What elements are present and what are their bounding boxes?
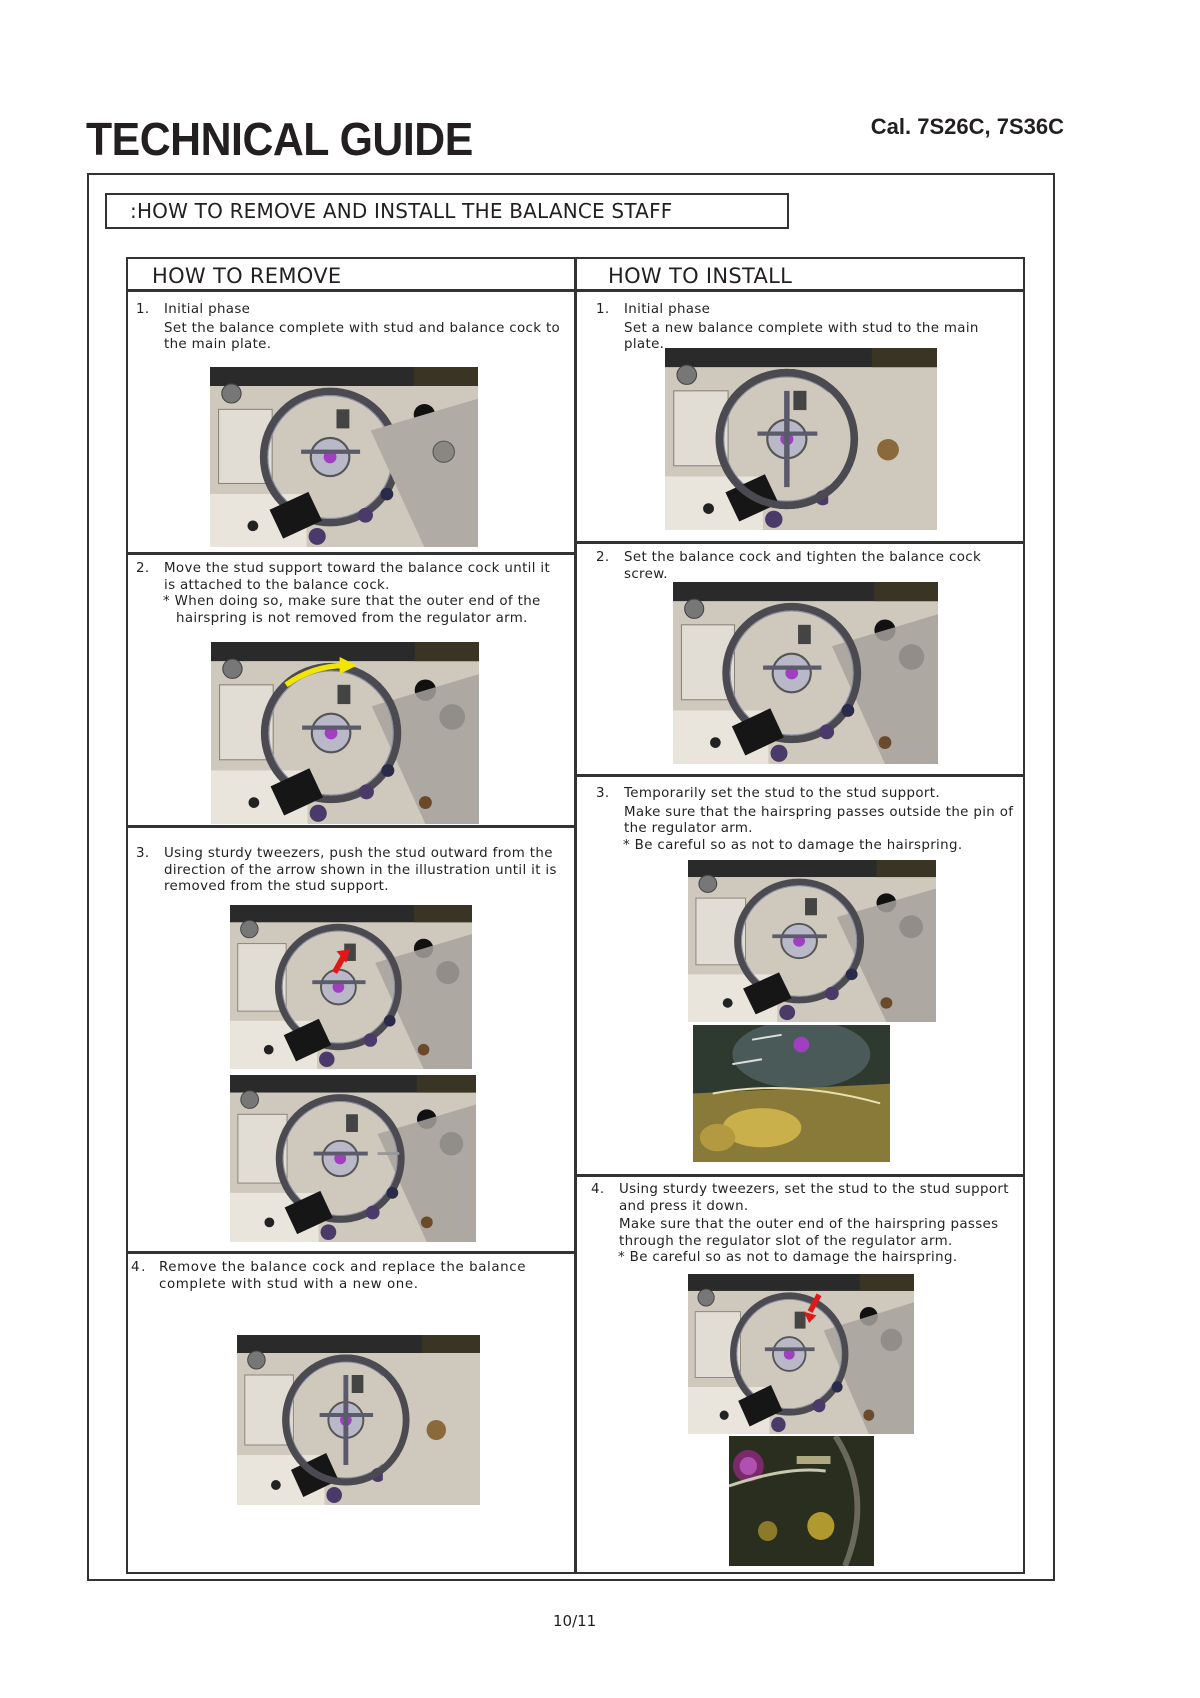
step-text: Make sure that the hairspring passes outside the pin of the regulator arm.: [624, 804, 1014, 836]
remove-row-divider: [126, 1251, 576, 1254]
step-number: 2.: [136, 561, 150, 576]
step-text: Using sturdy tweezers, push the stud outward from the direction of the arrow shown in the illustration until it is removed from the stud support.: [164, 846, 557, 894]
document-title: TECHNICAL GUIDE: [86, 113, 473, 165]
step-title: Initial phase: [164, 302, 251, 317]
remove-step-3: [136, 846, 566, 896]
install-step-4: [591, 1182, 1026, 1267]
step-text: Set the balance cock and tighten the balance cock screw.: [624, 550, 982, 582]
step-number: 2.: [596, 550, 610, 565]
balance-cock-set-photo: [673, 582, 938, 764]
step-note: * Be careful so as not to damage the hairspring.: [623, 837, 963, 853]
step-text: Make sure that the outer end of the hairspring passes through the regulator slot of the regulator arm.: [619, 1217, 999, 1249]
install-row-divider: [575, 774, 1025, 777]
step-title: Initial phase: [624, 302, 711, 317]
balance-cock-removed-photo: [237, 1335, 480, 1505]
install-heading: HOW TO INSTALL: [608, 264, 793, 288]
install-row-divider: [575, 1174, 1025, 1177]
step-number: 3.: [136, 846, 150, 861]
stud-temporarily-set-photo: [688, 860, 936, 1022]
column-divider: [574, 257, 577, 1574]
caliber-label: Cal. 7S26C, 7S36C: [870, 114, 1064, 139]
page-number: 10/11: [553, 1612, 597, 1630]
install-step-3: [596, 786, 1026, 854]
remove-row-divider: [126, 825, 576, 828]
header-rule: [126, 289, 1025, 292]
step-text: Remove the balance cock and replace the balance complete with stud with a new one.: [159, 1260, 527, 1292]
step-text: Move the stud support toward the balance cock until it is attached to the balance cock.: [164, 561, 551, 593]
section-title: :HOW TO REMOVE AND INSTALL THE BALANCE STAFF: [130, 199, 673, 223]
install-step-2: [596, 550, 1016, 583]
remove-row-divider: [126, 552, 576, 555]
regulator-slot-closeup-photo: [729, 1436, 874, 1566]
remove-step-1: [136, 302, 566, 354]
stud-red-arrow-photo: [230, 905, 472, 1069]
step-note: * Be careful so as not to damage the hairspring.: [618, 1250, 958, 1265]
step-text: Set the balance complete with stud and balance cock to the main plate.: [164, 320, 561, 352]
step-number: 1.: [596, 302, 610, 317]
install-step-1: [596, 302, 1016, 354]
stud-pressed-red-arrow-photo: [688, 1274, 914, 1434]
step-text: Set a new balance complete with stud to the main plate.: [624, 320, 979, 352]
install-row-divider: [575, 541, 1025, 544]
step-text: Using sturdy tweezers, set the stud to the stud support and press it down.: [619, 1182, 1009, 1214]
step-title: Temporarily set the stud to the stud support.: [624, 786, 940, 801]
remove-heading: HOW TO REMOVE: [152, 264, 342, 288]
step-note: * When doing so, make sure that the outer end of the hairspring is not removed from the regulator arm.: [163, 594, 541, 626]
stud-support-yellow-arrow-photo: [211, 642, 479, 824]
step-number: 1.: [136, 302, 150, 317]
step-number: 4.: [591, 1182, 605, 1197]
remove-step-4: [131, 1260, 566, 1293]
stud-removed-photo: [230, 1075, 476, 1242]
hairspring-pin-closeup-photo: [693, 1025, 890, 1162]
remove-step-2: [136, 561, 566, 627]
step-number: 3.: [596, 786, 610, 801]
new-balance-on-plate-photo: [665, 348, 937, 530]
balance-complete-with-cock-photo: [210, 367, 478, 547]
step-number: 4.: [131, 1260, 147, 1275]
